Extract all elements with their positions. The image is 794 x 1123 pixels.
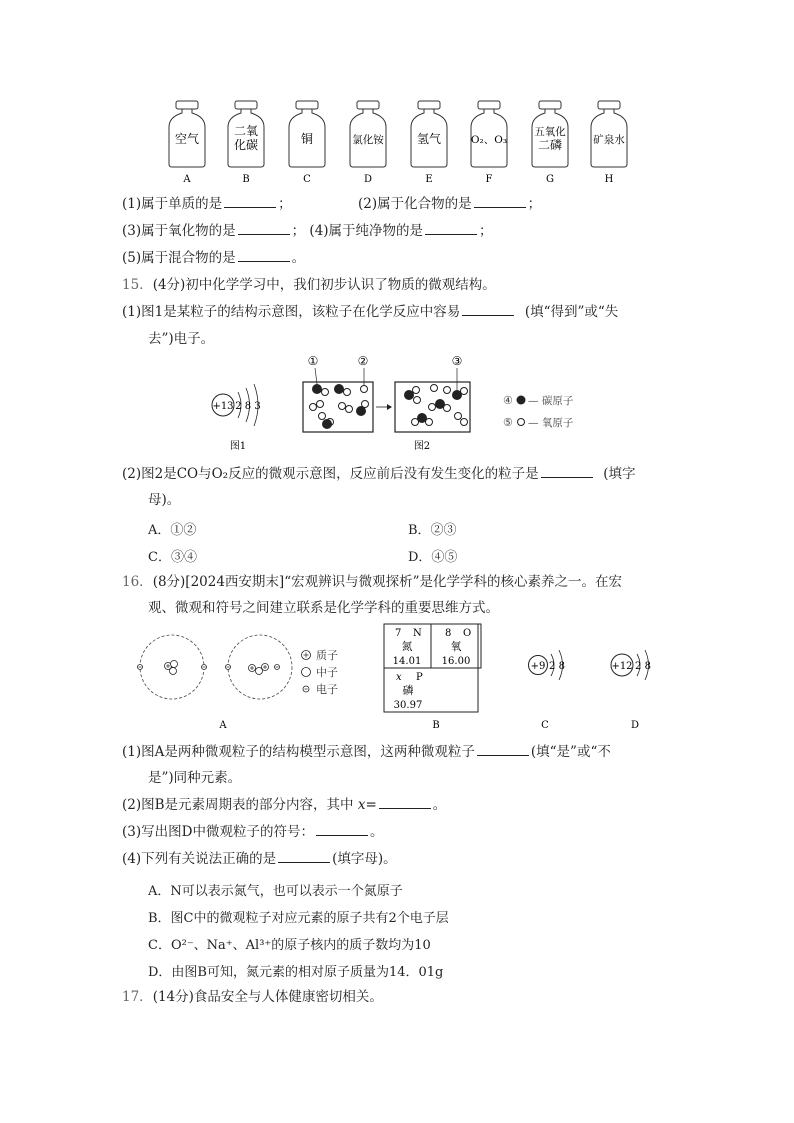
answer-blank[interactable] xyxy=(379,796,431,809)
atom-structure-fig1 xyxy=(212,384,261,452)
q16-option-a[interactable]: A．N可以表示氮气，也可以表示一个氮原子 xyxy=(148,884,403,899)
q16-part3: (3)写出图D中微观粒子的符号： 。 xyxy=(122,824,384,840)
bottle-letter: F xyxy=(485,174,493,185)
reagent-bottle-d xyxy=(350,101,386,185)
q16-part1-cont: 是”)同种元素。 xyxy=(148,770,242,786)
q16-option-d[interactable]: D．由图B可知，氮元素的相对原子质量为14．01g xyxy=(148,965,444,980)
reagent-bottle-h xyxy=(591,101,627,185)
reagent-bottle-a xyxy=(169,101,205,185)
fig1-nucleus: +13 xyxy=(212,401,234,412)
fig2-label-3: ③ xyxy=(451,354,463,368)
reagent-bottle-c xyxy=(289,101,325,185)
answer-blank[interactable] xyxy=(316,823,368,836)
bottle-content-label: O₂、O₃ xyxy=(470,134,508,146)
cell-o-symbol: O xyxy=(463,628,472,639)
bottle-content-label: 氯化铵 xyxy=(352,134,384,146)
cell-p-name: 磷 xyxy=(402,684,414,697)
reagent-bottle-f xyxy=(471,101,507,185)
q15-part1: (1)图1是某粒子的结构示意图，该粒子在化学反应中容易 (填“得到”或“失 xyxy=(122,304,619,320)
bottle-letter: E xyxy=(425,174,433,185)
q16-figures xyxy=(130,622,670,734)
fig-b-caption: B xyxy=(432,720,440,731)
q14-line-2: (2)属于化合物的是 ； xyxy=(358,196,542,212)
q15-option-c[interactable]: C．③④ xyxy=(148,550,197,565)
cell-p-symbol: P xyxy=(416,672,423,683)
fig-d-shells: 2 8 xyxy=(635,661,651,672)
cell-p-number: x xyxy=(396,672,402,683)
fig1-caption: 图1 xyxy=(229,441,247,452)
bottle-content-label: 氢气 xyxy=(416,132,442,146)
cell-n-number: 7 xyxy=(395,628,402,639)
answer-blank[interactable] xyxy=(541,465,593,478)
atom-structure-fig-d xyxy=(611,650,651,731)
bottle-letter: C xyxy=(303,174,311,185)
q15-part2-cont: 母)。 xyxy=(148,492,181,508)
cell-n-symbol: N xyxy=(413,628,422,639)
q16-stem: 16．(8分)[2024西安期末]“宏观辨识与微观探析”是化学学科的核心素养之一。在宏 xyxy=(122,574,623,590)
fig-c-nucleus: +9 xyxy=(530,661,546,672)
fig-c-caption: C xyxy=(541,720,549,731)
answer-blank[interactable] xyxy=(474,195,526,208)
q16-part4: (4)下列有关说法正确的是 (填字母)。 xyxy=(122,851,397,867)
q15-part2: (2)图2是CO与O₂反应的微观示意图，反应前后没有发生变化的粒子是 (填字 xyxy=(122,466,636,482)
q15-option-a[interactable]: A．①② xyxy=(148,523,197,538)
atom-structure-fig-c xyxy=(529,650,565,731)
bottle-content-label: 五氧化 xyxy=(534,126,566,138)
answer-blank[interactable] xyxy=(462,303,514,316)
legend-carbon: — 碳原子 xyxy=(528,395,574,407)
reagent-bottle-e xyxy=(411,101,447,185)
cell-o-mass: 16.00 xyxy=(441,656,471,667)
bottle-letter: D xyxy=(363,174,373,185)
q14-line-3: (3)属于氧化物的是 ； (4)属于纯净物的是 ； xyxy=(122,223,493,239)
bottle-letter: H xyxy=(604,174,614,185)
q16-part1: (1)图A是两种微观粒子的结构模型示意图，这两种微观粒子 (填“是”或“不 xyxy=(122,744,611,760)
reaction-diagram-fig2 xyxy=(303,354,470,452)
reagent-bottle-g xyxy=(532,101,568,185)
legend-num-4: ④ xyxy=(503,394,513,407)
legend-neutron: 中子 xyxy=(316,666,338,679)
fig1-shells: 2 8 3 xyxy=(235,401,261,412)
bottle-content-label: 二磷 xyxy=(537,138,563,152)
bottle-letter: A xyxy=(183,174,191,185)
fig-d-nucleus: +12 xyxy=(611,661,633,672)
fig2-caption: 图2 xyxy=(413,441,431,452)
cell-n-name: 氮 xyxy=(401,640,413,653)
bottle-content-label: 二氧 xyxy=(233,124,259,138)
q15-stem: 15．(4分)初中化学学习中，我们初步认识了物质的微观结构。 xyxy=(122,277,496,293)
answer-blank[interactable] xyxy=(238,249,290,262)
bottle-letter: B xyxy=(242,174,250,185)
q16-part2: (2)图B是元素周期表的部分内容，其中 x= 。 xyxy=(122,797,447,813)
legend-num-5: ⑤ xyxy=(503,416,513,429)
fig-a-caption: A xyxy=(219,720,227,731)
legend-proton: 质子 xyxy=(316,649,338,662)
answer-blank[interactable] xyxy=(477,743,529,756)
bottle-content-label: 矿泉水 xyxy=(593,134,625,146)
reagent-bottle-b xyxy=(228,101,264,185)
q16-option-c[interactable]: C．O²⁻、Na⁺、Al³⁺的原子核内的质子数均为10 xyxy=(148,938,431,953)
fig2-label-1: ① xyxy=(307,354,319,368)
q14-line-5: (5)属于混合物的是 。 xyxy=(122,250,306,266)
bottle-content-label: 空气 xyxy=(174,132,200,146)
answer-blank[interactable] xyxy=(224,195,276,208)
q14-line-1: (1)属于单质的是 ； xyxy=(122,196,292,212)
reagent-bottles-figure xyxy=(150,95,650,190)
fig-c-shells: 2 8 xyxy=(549,661,565,672)
bottle-content-label: 铜 xyxy=(300,132,314,146)
q15-figures xyxy=(200,352,600,452)
q15-part1-cont: 去”)电子。 xyxy=(148,331,215,347)
cell-p-mass: 30.97 xyxy=(393,700,423,711)
answer-blank[interactable] xyxy=(238,222,290,235)
q16-option-b[interactable]: B．图C中的微观粒子对应元素的原子共有2个电子层 xyxy=(148,911,449,926)
fig-d-caption: D xyxy=(630,720,640,731)
bottle-content-label: 化碳 xyxy=(233,138,259,152)
cell-o-name: 氧 xyxy=(450,640,462,653)
legend-electron: 电子 xyxy=(316,683,338,696)
legend-oxygen: — 氧原子 xyxy=(528,417,574,429)
q17-stem: 17．(14分)食品安全与人体健康密切相关。 xyxy=(122,989,383,1005)
cell-o-number: 8 xyxy=(445,628,452,639)
periodic-table-fig-b xyxy=(384,624,481,731)
answer-blank[interactable] xyxy=(278,850,330,863)
answer-blank[interactable] xyxy=(425,222,477,235)
atom-model-fig-a xyxy=(138,635,339,731)
cell-n-mass: 14.01 xyxy=(392,656,422,667)
fig2-label-2: ② xyxy=(357,354,369,368)
q16-stem-cont: 观、微观和符号之间建立联系是化学学科的重要思维方式。 xyxy=(148,600,499,616)
bottle-letter: G xyxy=(546,174,554,185)
q15-option-b[interactable]: B．②③ xyxy=(408,523,457,538)
fig2-legend xyxy=(503,394,574,429)
q15-option-d[interactable]: D．④⑤ xyxy=(408,550,458,565)
